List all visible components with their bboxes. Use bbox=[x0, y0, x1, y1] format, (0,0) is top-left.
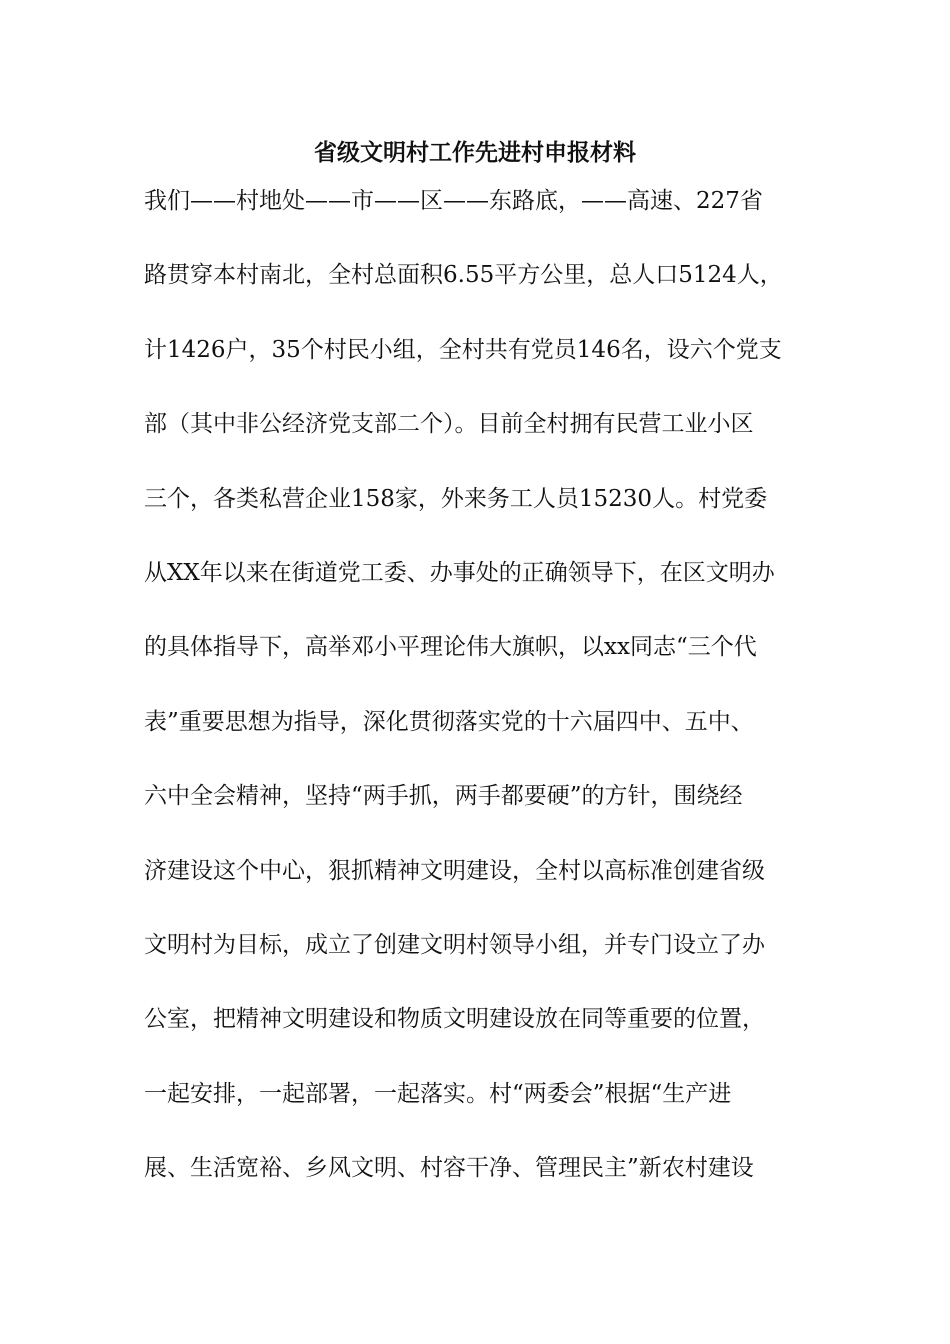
body-line: 展、生活宽裕、乡风文明、村容干净、管理民主”新农村建设 bbox=[144, 1155, 754, 1182]
body-line: 的具体指导下，高举邓小平理论伟大旗帜，以xx同志“三个代 bbox=[144, 634, 757, 661]
body-line: 计1426户，35个村民小组，全村共有党员146名，设六个党支 bbox=[144, 336, 782, 363]
document-title: 省级文明村工作先进村申报材料 bbox=[314, 140, 636, 166]
body-line: 路贯穿本村南北，全村总面积6.55平方公里，总人口5124人， bbox=[144, 262, 783, 289]
document-body bbox=[144, 181, 844, 1222]
body-line: 从XX年以来在街道党工委、办事处的正确领导下，在区文明办 bbox=[144, 559, 775, 586]
body-line: 三个，各类私营企业158家，外来务工人员15230人。村党委 bbox=[144, 485, 768, 512]
body-line: 部（其中非公经济党支部二个）。目前全村拥有民营工业小区 bbox=[144, 411, 754, 438]
body-line: 一起安排，一起部署，一起落实。村“两委会”根据“生产进 bbox=[144, 1080, 732, 1107]
body-line: 公室，把精神文明建设和物质文明建设放在同等重要的位置， bbox=[144, 1006, 765, 1033]
body-line: 济建设这个中心，狠抓精神文明建设，全村以高标准创建省级 bbox=[144, 857, 765, 884]
body-line: 我们——村地处——市——区——东路底，——高速、227省 bbox=[144, 188, 763, 214]
body-line: 表”重要思想为指导，深化贯彻落实党的十六届四中、五中、 bbox=[144, 708, 754, 735]
body-line: 六中全会精神，坚持“两手抓，两手都要硬”的方针，围绕经 bbox=[144, 783, 743, 810]
body-line: 文明村为目标，成立了创建文明村领导小组，并专门设立了办 bbox=[144, 931, 765, 958]
